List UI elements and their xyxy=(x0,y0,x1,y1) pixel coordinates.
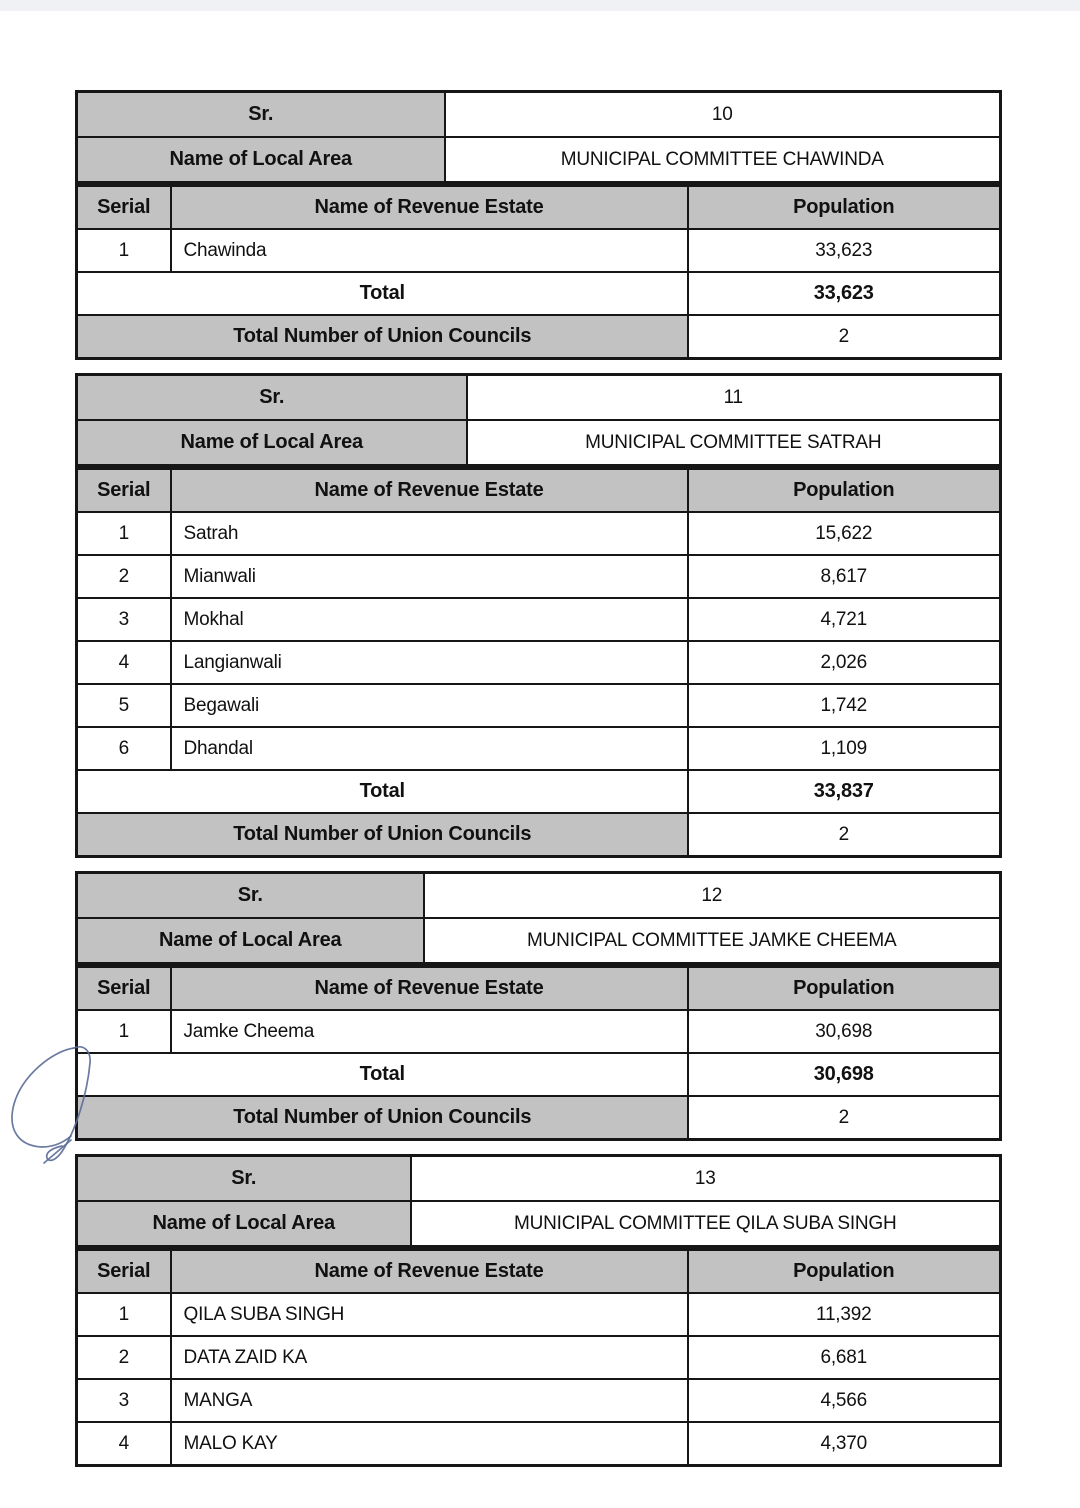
serial-cell: 4 xyxy=(77,641,171,684)
revenue-estate-header-cell: Name of Revenue Estate xyxy=(171,967,688,1011)
pen-scribble-loop xyxy=(12,1048,74,1147)
sr-row xyxy=(77,92,1001,138)
local-area-label-cell: Name of Local Area xyxy=(77,918,424,964)
revenue-estate-cell: MALO KAY xyxy=(171,1422,688,1466)
population-cell: 4,370 xyxy=(688,1422,1001,1466)
total-label-cell: Total xyxy=(77,1053,688,1096)
union-councils-row xyxy=(77,1096,1001,1140)
total-row xyxy=(77,770,1001,813)
local-area-value-cell: MUNICIPAL COMMITTEE SATRAH xyxy=(467,420,1001,466)
table-row xyxy=(77,598,1001,641)
population-cell: 1,742 xyxy=(688,684,1001,727)
local-area-row xyxy=(77,1201,1001,1247)
local-area-row xyxy=(77,137,1001,183)
revenue-estate-header-cell: Name of Revenue Estate xyxy=(171,469,688,513)
serial-cell: 3 xyxy=(77,1379,171,1422)
serial-cell: 6 xyxy=(77,727,171,770)
union-councils-label-cell: Total Number of Union Councils xyxy=(77,315,688,359)
serial-header-cell: Serial xyxy=(77,967,171,1011)
table-row xyxy=(77,555,1001,598)
population-cell: 2,026 xyxy=(688,641,1001,684)
sr-row xyxy=(77,1156,1001,1202)
revenue-estate-cell: Begawali xyxy=(171,684,688,727)
revenue-estate-table xyxy=(75,1248,1002,1467)
revenue-estate-cell: Satrah xyxy=(171,512,688,555)
serial-cell: 1 xyxy=(77,229,171,272)
revenue-estate-cell: MANGA xyxy=(171,1379,688,1422)
union-councils-label-cell: Total Number of Union Councils xyxy=(77,1096,688,1140)
union-councils-value-cell: 2 xyxy=(688,813,1001,857)
table-row xyxy=(77,229,1001,272)
population-cell: 4,721 xyxy=(688,598,1001,641)
union-councils-value-cell: 2 xyxy=(688,1096,1001,1140)
population-cell: 15,622 xyxy=(688,512,1001,555)
population-cell: 33,623 xyxy=(688,229,1001,272)
serial-header-cell: Serial xyxy=(77,469,171,513)
revenue-estate-header-cell: Name of Revenue Estate xyxy=(171,186,688,230)
serial-header-cell: Serial xyxy=(77,1250,171,1294)
table-row xyxy=(77,684,1001,727)
table-row xyxy=(77,641,1001,684)
table-row xyxy=(77,727,1001,770)
population-header-cell: Population xyxy=(688,967,1001,1011)
municipal-committee-section xyxy=(75,373,1002,858)
local-area-label-cell: Name of Local Area xyxy=(77,420,467,466)
population-header-cell: Population xyxy=(688,469,1001,513)
local-area-value-cell: MUNICIPAL COMMITTEE JAMKE CHEEMA xyxy=(424,918,1001,964)
serial-cell: 1 xyxy=(77,1010,171,1053)
table-row xyxy=(77,1379,1001,1422)
population-cell: 8,617 xyxy=(688,555,1001,598)
revenue-estate-cell: DATA ZAID KA xyxy=(171,1336,688,1379)
sr-row xyxy=(77,375,1001,421)
revenue-estate-cell: Mokhal xyxy=(171,598,688,641)
local-area-row xyxy=(77,918,1001,964)
total-label-cell: Total xyxy=(77,770,688,813)
pen-scribble-flick xyxy=(44,1140,71,1163)
revenue-estate-cell: Dhandal xyxy=(171,727,688,770)
revenue-estate-table xyxy=(75,467,1002,858)
table-row xyxy=(77,1293,1001,1336)
sr-value-cell: 10 xyxy=(445,92,1001,138)
local-area-value-cell: MUNICIPAL COMMITTEE QILA SUBA SINGH xyxy=(411,1201,1001,1247)
local-area-value-cell: MUNICIPAL COMMITTEE CHAWINDA xyxy=(445,137,1001,183)
municipal-committee-section xyxy=(75,90,1002,360)
revenue-estate-table xyxy=(75,184,1002,360)
top-strip xyxy=(0,0,1080,11)
local-area-label-cell: Name of Local Area xyxy=(77,137,445,183)
total-value-cell: 33,623 xyxy=(688,272,1001,315)
local-area-header-table xyxy=(75,1154,1002,1248)
union-councils-row xyxy=(77,813,1001,857)
sr-row xyxy=(77,873,1001,919)
serial-cell: 5 xyxy=(77,684,171,727)
table-row xyxy=(77,1336,1001,1379)
population-cell: 1,109 xyxy=(688,727,1001,770)
sr-label-cell: Sr. xyxy=(77,873,424,919)
total-value-cell: 33,837 xyxy=(688,770,1001,813)
revenue-estate-header-cell: Name of Revenue Estate xyxy=(171,1250,688,1294)
revenue-estate-cell: Chawinda xyxy=(171,229,688,272)
municipal-committee-section xyxy=(75,1154,1002,1467)
population-cell: 30,698 xyxy=(688,1010,1001,1053)
table-row xyxy=(77,512,1001,555)
population-cell: 4,566 xyxy=(688,1379,1001,1422)
revenue-estate-cell: QILA SUBA SINGH xyxy=(171,1293,688,1336)
population-header-cell: Population xyxy=(688,1250,1001,1294)
revenue-estate-cell: Mianwali xyxy=(171,555,688,598)
local-area-header-table xyxy=(75,373,1002,467)
total-value-cell: 30,698 xyxy=(688,1053,1001,1096)
union-councils-label-cell: Total Number of Union Councils xyxy=(77,813,688,857)
local-area-header-table xyxy=(75,90,1002,184)
sr-value-cell: 13 xyxy=(411,1156,1001,1202)
municipal-committee-section xyxy=(75,871,1002,1141)
serial-cell: 3 xyxy=(77,598,171,641)
sr-label-cell: Sr. xyxy=(77,92,445,138)
column-header-row xyxy=(77,186,1001,230)
total-label-cell: Total xyxy=(77,272,688,315)
table-row xyxy=(77,1422,1001,1466)
revenue-estate-table xyxy=(75,965,1002,1141)
column-header-row xyxy=(77,967,1001,1011)
serial-cell: 2 xyxy=(77,1336,171,1379)
serial-cell: 2 xyxy=(77,555,171,598)
population-header-cell: Population xyxy=(688,186,1001,230)
population-cell: 11,392 xyxy=(688,1293,1001,1336)
total-row xyxy=(77,272,1001,315)
sr-label-cell: Sr. xyxy=(77,1156,411,1202)
revenue-estate-cell: Langianwali xyxy=(171,641,688,684)
column-header-row xyxy=(77,1250,1001,1294)
total-row xyxy=(77,1053,1001,1096)
sr-value-cell: 12 xyxy=(424,873,1001,919)
local-area-header-table xyxy=(75,871,1002,965)
table-row xyxy=(77,1010,1001,1053)
serial-cell: 4 xyxy=(77,1422,171,1466)
serial-header-cell: Serial xyxy=(77,186,171,230)
local-area-label-cell: Name of Local Area xyxy=(77,1201,411,1247)
serial-cell: 1 xyxy=(77,512,171,555)
population-cell: 6,681 xyxy=(688,1336,1001,1379)
column-header-row xyxy=(77,469,1001,513)
tables-area xyxy=(75,90,1002,1480)
union-councils-value-cell: 2 xyxy=(688,315,1001,359)
revenue-estate-cell: Jamke Cheema xyxy=(171,1010,688,1053)
local-area-row xyxy=(77,420,1001,466)
union-councils-row xyxy=(77,315,1001,359)
sr-label-cell: Sr. xyxy=(77,375,467,421)
serial-cell: 1 xyxy=(77,1293,171,1336)
sr-value-cell: 11 xyxy=(467,375,1001,421)
